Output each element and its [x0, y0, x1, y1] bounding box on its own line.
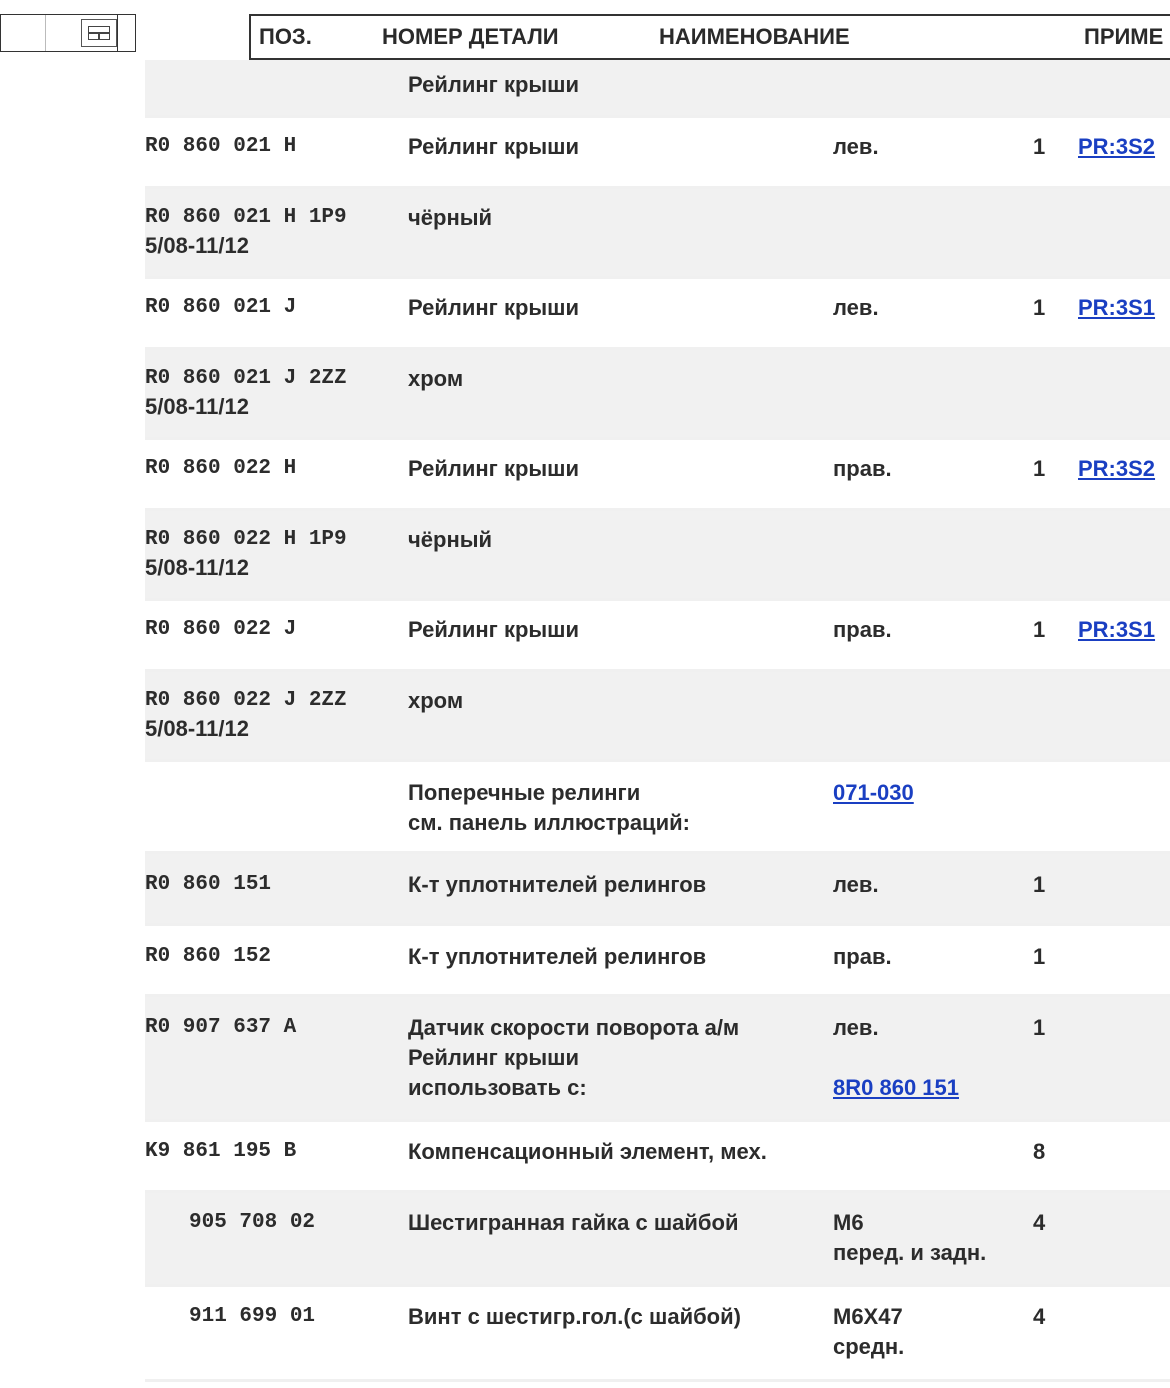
column-header-part-number[interactable]: НОМЕР ДЕТАЛИ — [382, 24, 559, 49]
part-spec: прав. — [833, 617, 892, 642]
part-number: R0 860 021 H — [145, 135, 297, 158]
part-spec: прав. — [833, 944, 892, 969]
part-name: Винт с шестигр.гол.(с шайбой) — [408, 1304, 741, 1329]
part-number: R0 860 022 H — [145, 457, 297, 480]
part-spec: M6X47 — [833, 1304, 903, 1329]
part-name-line2: см. панель иллюстраций: — [408, 810, 690, 835]
part-number: R0 860 021 J 2ZZ — [145, 367, 347, 390]
table-row[interactable] — [145, 1122, 1170, 1193]
part-quantity: 8 — [1033, 1139, 1046, 1164]
part-spec-line2: перед. и задн. — [833, 1240, 987, 1265]
layout-icon — [88, 26, 110, 40]
pr-code-link[interactable]: PR:3S2 — [1078, 456, 1156, 481]
date-range: 5/08-11/12 — [145, 716, 249, 741]
table-row[interactable] — [145, 350, 1170, 440]
column-header-pos[interactable]: ПОЗ. — [259, 24, 312, 49]
part-name: Рейлинг крыши — [408, 617, 580, 642]
part-quantity: 1 — [1033, 134, 1046, 159]
date-range: 5/08-11/12 — [145, 555, 249, 580]
illustration-link[interactable]: 071-030 — [833, 780, 914, 805]
table-row[interactable] — [145, 60, 1170, 118]
part-number: R0 860 151 — [145, 873, 272, 896]
toolbar-divider — [117, 15, 118, 51]
toolbar-divider — [45, 15, 46, 51]
part-name: Рейлинг крыши — [408, 456, 580, 481]
part-name: Датчик скорости поворота а/м — [408, 1015, 740, 1040]
part-name: Рейлинг крыши — [408, 134, 580, 159]
part-name: Компенсационный элемент, мех. — [408, 1139, 767, 1164]
table-row[interactable] — [145, 762, 1170, 854]
table-row[interactable] — [145, 926, 1170, 997]
table-row[interactable] — [145, 1287, 1170, 1382]
part-name: К-т уплотнителей релингов — [408, 944, 707, 969]
view-toggle-button[interactable] — [81, 19, 117, 47]
part-quantity: 1 — [1033, 617, 1046, 642]
part-name: Рейлинг крыши — [408, 72, 580, 97]
part-number: R0 860 022 J — [145, 618, 297, 641]
part-spec: лев. — [833, 872, 879, 897]
table-row[interactable] — [145, 189, 1170, 279]
part-name-line2: Рейлинг крыши — [408, 1045, 580, 1070]
part-spec: прав. — [833, 456, 892, 481]
part-name: чёрный — [408, 527, 493, 552]
part-name-line3: использовать с: — [408, 1075, 587, 1100]
part-name: Поперечные релинги — [408, 780, 641, 805]
part-number: 905 708 02 — [189, 1211, 316, 1234]
table-row[interactable] — [145, 279, 1170, 350]
part-name: хром — [408, 688, 464, 713]
part-name: чёрный — [408, 205, 493, 230]
part-number: R0 860 152 — [145, 945, 272, 968]
date-range: 5/08-11/12 — [145, 233, 249, 258]
part-quantity: 1 — [1033, 1015, 1046, 1040]
toolbar-box — [0, 14, 136, 52]
date-range: 5/08-11/12 — [145, 394, 249, 419]
table-row[interactable] — [145, 854, 1170, 926]
table-row[interactable] — [145, 118, 1170, 189]
pr-code-link[interactable]: PR:3S1 — [1078, 295, 1156, 320]
table-row[interactable] — [145, 1193, 1170, 1287]
part-name: Шестигранная гайка с шайбой — [408, 1210, 739, 1235]
table-row[interactable] — [145, 672, 1170, 762]
part-number: 911 699 01 — [189, 1305, 316, 1328]
pr-code-link[interactable]: PR:3S1 — [1078, 617, 1156, 642]
part-spec: M6 — [833, 1210, 864, 1235]
part-number: R0 860 022 H 1P9 — [145, 528, 347, 551]
compatible-part-link[interactable]: 8R0 860 151 — [833, 1075, 959, 1100]
part-number: R0 860 021 H 1P9 — [145, 206, 347, 229]
part-quantity: 4 — [1033, 1304, 1046, 1329]
part-name: Рейлинг крыши — [408, 295, 580, 320]
table-header — [249, 14, 1170, 60]
part-number: R0 860 022 J 2ZZ — [145, 689, 347, 712]
table-row[interactable] — [145, 511, 1170, 601]
part-spec: лев. — [833, 295, 879, 320]
column-header-name[interactable]: НАИМЕНОВАНИЕ — [659, 24, 850, 49]
part-quantity: 1 — [1033, 295, 1046, 320]
table-row[interactable] — [145, 440, 1170, 511]
table-row[interactable] — [145, 997, 1170, 1122]
part-spec: лев. — [833, 1015, 879, 1040]
part-number: R0 860 021 J — [145, 296, 297, 319]
part-quantity: 1 — [1033, 944, 1046, 969]
part-quantity: 1 — [1033, 872, 1046, 897]
part-spec: лев. — [833, 134, 879, 159]
part-name: хром — [408, 366, 464, 391]
column-header-remark[interactable]: ПРИМЕ — [1084, 24, 1164, 49]
part-quantity: 4 — [1033, 1210, 1046, 1235]
part-spec-line2: средн. — [833, 1334, 905, 1359]
part-quantity: 1 — [1033, 456, 1046, 481]
part-number: K9 861 195 B — [145, 1140, 297, 1163]
part-name: К-т уплотнителей релингов — [408, 872, 707, 897]
pr-code-link[interactable]: PR:3S2 — [1078, 134, 1156, 159]
part-number: R0 907 637 A — [145, 1016, 297, 1039]
table-row[interactable] — [145, 601, 1170, 672]
